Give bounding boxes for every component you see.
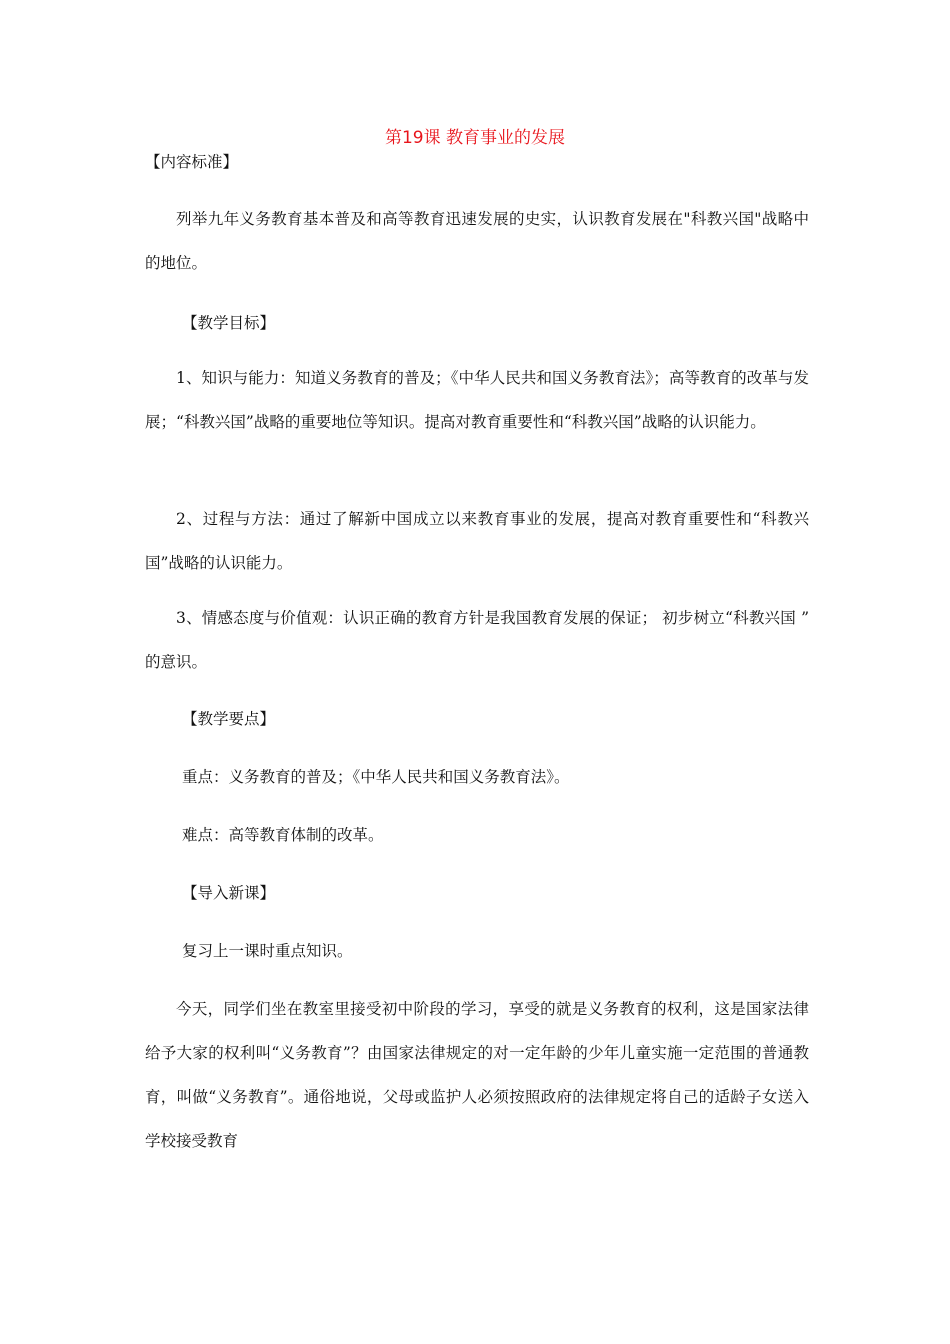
intro-paragraph: 今天，同学们坐在教室里接受初中阶段的学习，享受的就是义务教育的权利，这是国家法律给予大家的权利叫“义务教育”？由国家法律规定的对一定年龄的少年儿童实施一定范围的普通教育，叫做“义务教育”。通俗地说，父母或监护人必须按照政府的法律规定将自己的适龄子女送入学校接受教育 (145, 1000, 809, 1150)
lesson-title: 第19课 教育事业的发展 (384, 128, 566, 148)
intro-review-text: 复习上一课时重点知识。 (182, 942, 353, 960)
intro-heading: 【导入新课】 (182, 884, 276, 902)
content-standard-paragraph: 列举九年义务教育基本普及和高等教育迅速发展的史实，认识教育发展在"科教兴国"战略中的地位。 (145, 210, 809, 272)
key-point-text: 重点：义务教育的普及；《中华人民共和国义务教育法》。 (182, 768, 570, 786)
key-points-heading: 【教学要点】 (182, 710, 276, 728)
teaching-goals-heading: 【教学目标】 (182, 314, 276, 332)
goal-process-method: 2、过程与方法：通过了解新中国成立以来教育事业的发展，提高对教育重要性和“科教兴国”战略的认识能力。 (145, 510, 809, 572)
goal-emotion-values: 3、情感态度与价值观：认识正确的教育方针是我国教育发展的保证； 初步树立“科教兴国 ” 的意识。 (145, 609, 809, 671)
goal-knowledge-ability: 1、知识与能力：知道义务教育的普及；《中华人民共和国义务教育法》；高等教育的改革与发展；“科教兴国”战略的重要地位等知识。提高对教育重要性和“科教兴国”战略的认识能力。 (145, 369, 809, 431)
difficult-point-text: 难点：高等教育体制的改革。 (182, 826, 384, 844)
content-standard-heading: 【内容标准】 (145, 153, 239, 171)
